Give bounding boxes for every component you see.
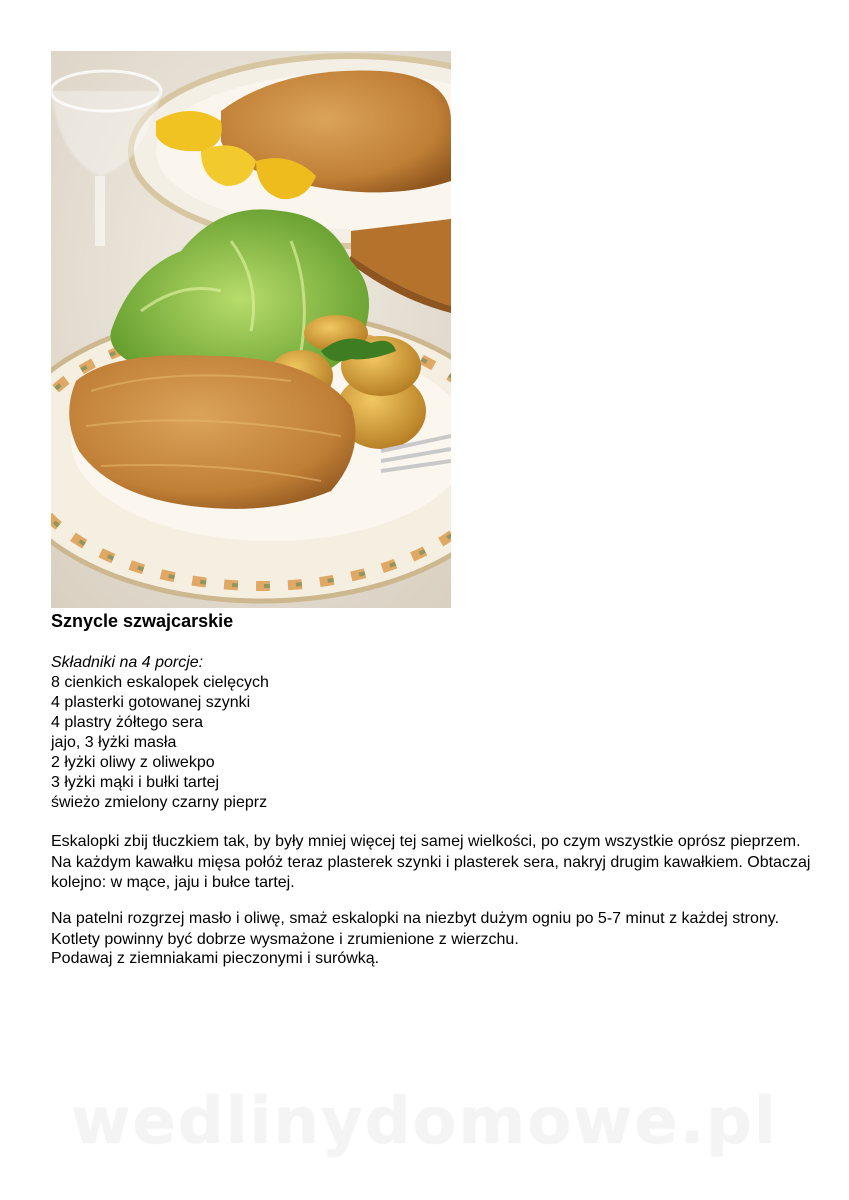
ingredient-item: świeżo zmielony czarny pieprz	[51, 794, 268, 811]
ingredients-list	[51, 673, 269, 813]
instructions-paragraph-2: Na patelni rozgrzej masło i oliwę, smaż eskalopki na niezbyt dużym ogniu po 5-7 minut z każdej strony. Kotlety powinny być dobrze wysmażone i zrumienione z wierzchu.	[51, 910, 780, 948]
schnitzel-plate-photo	[51, 51, 451, 608]
instructions-paragraph-3: Podawaj z ziemniakami pieczonymi i surówką.	[51, 950, 380, 967]
ingredient-item: jajo, 3 łyżki masła	[51, 734, 177, 751]
ingredient-item: 3 łyżki mąki i bułki tartej	[51, 774, 220, 791]
ingredient-item: 4 plastry żółtego sera	[51, 714, 204, 731]
ingredients-heading: Składniki na 4 porcje:	[51, 654, 204, 671]
ingredient-item: 4 plasterki gotowanej szynki	[51, 694, 251, 711]
instructions-paragraph-1: Eskalopki zbij tłuczkiem tak, by były mniej więcej tej samej wielkości, po czym wszystkie oprósz pieprzem. Na każdym kawałku mięsa połóż teraz plasterek szynki i plasterek sera, nakryj drugim kawałkiem. Obtaczaj kolejno: w mące, jaju i bułce tartej.	[51, 833, 811, 891]
ingredients-section	[51, 653, 269, 813]
ingredient-item: 2 łyżki oliwy z oliwekpo	[51, 754, 215, 771]
recipe-title: Sznycle szwajcarskie	[51, 611, 234, 631]
site-watermark: wedlinydomowe.pl	[71, 1085, 778, 1159]
ingredient-item: 8 cienkich eskalopek cielęcych	[51, 674, 269, 691]
recipe-photo	[51, 51, 451, 608]
